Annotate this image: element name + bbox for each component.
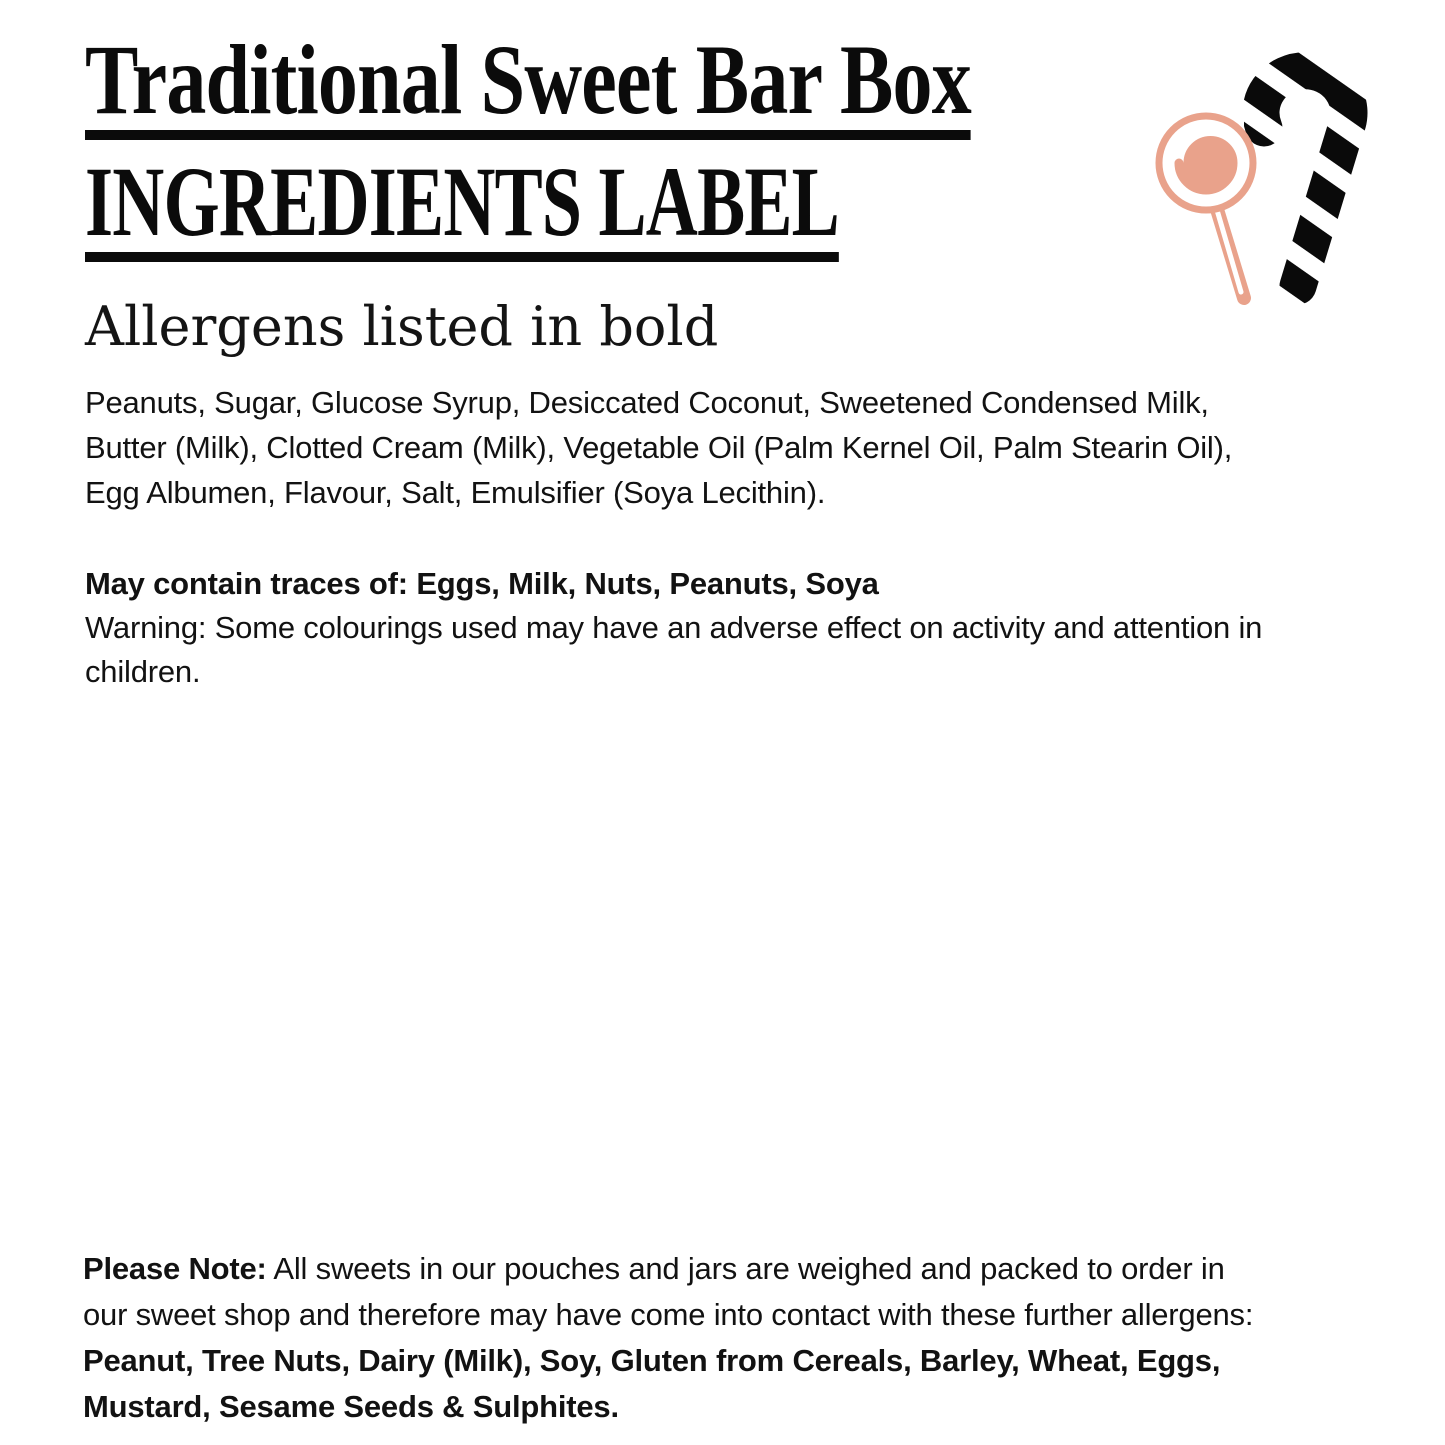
- ingredient-line: Butter (Milk), Clotted Cream (Milk), Vegetable Oil (Palm Kernel Oil, Palm Stearin Oil),: [85, 430, 1233, 466]
- colourings-warning: [85, 606, 1445, 694]
- page-title-line2: INGREDIENTS LABEL: [85, 158, 839, 262]
- label-content: [0, 0, 1445, 694]
- note-allergen-line-2: Mustard, Sesame Seeds & Sulphites.: [83, 1389, 619, 1424]
- note-line-1: [83, 1246, 1253, 1292]
- ingredient-line: Egg Albumen, Flavour, Salt, Emulsifier (Soya Lecithin).: [85, 475, 826, 511]
- warning-line: Warning: Some colourings used may have an adverse effect on activity and attention in: [85, 610, 1263, 646]
- title-row-1: [85, 24, 1445, 140]
- note-allergen-line-1: Peanut, Tree Nuts, Dairy (Milk), Soy, Gluten from Cereals, Barley, Wheat, Eggs,: [83, 1343, 1221, 1378]
- ingredient-line: Peanuts, Sugar, Glucose Syrup, Desiccated Coconut, Sweetened Condensed Milk,: [85, 385, 1209, 421]
- may-contain-statement: May contain traces of: Eggs, Milk, Nuts, Peanuts, Soya: [85, 566, 879, 602]
- note-line-1-text: All sweets in our pouches and jars are weighed and packed to order in: [266, 1251, 1225, 1286]
- ingredients-paragraph: [85, 380, 1445, 515]
- warning-line: children.: [85, 654, 201, 690]
- please-note-label: Please Note:: [83, 1251, 267, 1286]
- allergens-subtitle: Allergens listed in bold: [85, 295, 719, 358]
- note-line-2: our sweet shop and therefore may have come into contact with these further allergens:: [83, 1297, 1254, 1332]
- title-row-2: [85, 146, 1445, 262]
- please-note-paragraph: [83, 1246, 1253, 1430]
- page-title-line1: Traditional Sweet Bar Box: [85, 36, 971, 140]
